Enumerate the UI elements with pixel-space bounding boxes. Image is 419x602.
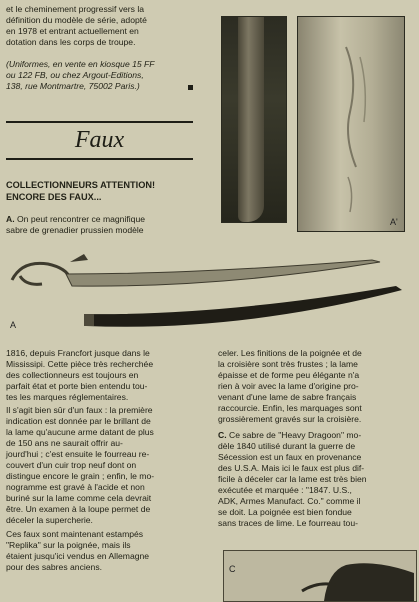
intro-line: dotation dans les corps de troupe. <box>6 37 136 47</box>
subscription-line: (Uniformes, en vente en kiosque 15 FF <box>6 59 155 69</box>
body-line <box>218 430 414 441</box>
body-line: sans traces de lime. Le fourreau tou- <box>218 518 358 528</box>
section-title: Faux <box>74 127 125 153</box>
body-line: épaisse et de forme peu élégante n'a <box>218 370 360 380</box>
figure-label-c: C <box>229 564 236 574</box>
prussian-sabre-image <box>0 240 419 340</box>
para-c-text: Ce sabre de "Heavy Dragoon" mo- <box>228 430 362 440</box>
body-line: jourd'hui ; c'est ensuite le fourreau re- <box>6 449 150 459</box>
body-line: 1816, depuis Francfort jusque dans le <box>6 348 150 358</box>
body-line: "Replika" sur la poignée, mais ils <box>6 540 131 550</box>
body-line: Mississipi. Cette pièce très recherchée <box>6 359 154 369</box>
intro-line: en 1978 et entrant actuellement en <box>6 26 139 36</box>
body-line: des U.S.A. Mais ici le faux est plus dif- <box>218 463 365 473</box>
figure-label-a-prime: A' <box>390 217 398 227</box>
body-line: tes les marques réglementaires. <box>6 392 129 402</box>
para-a-line <box>6 214 196 225</box>
body-line: étaient jusqu'ici vendus en Allemagne <box>6 551 150 561</box>
photo-sabre-c <box>223 550 417 602</box>
para-a-text: On peut rencontrer ce magnifique <box>16 214 146 224</box>
intro-line: définition du modèle de série, adopté <box>6 15 147 25</box>
body-line: Ces faux sont maintenant estampés <box>6 529 144 539</box>
para-c-lead: C. <box>218 430 227 440</box>
photo-blade-closeup <box>221 16 287 223</box>
body-line: parfait état et porte bien entendu tou- <box>6 381 148 391</box>
subscription-line: 138, rue Montmartre, 75002 Paris.) <box>6 81 140 91</box>
headline-line: COLLECTIONNEURS ATTENTION! <box>6 180 156 190</box>
body-line: rien à voir avec la lame d'origine pro- <box>218 381 359 391</box>
sabre-figure-a <box>0 240 419 340</box>
body-line: celer. Les finitions de la poignée et de <box>218 348 362 358</box>
dragoon-sabre-hilt-image <box>224 551 416 601</box>
body-line: ficile à déceler car la lame est très bien <box>218 474 367 484</box>
body-line: dèle 1840 utilisé durant la guerre de <box>218 441 356 451</box>
body-line: pour des sabres anciens. <box>6 562 103 572</box>
body-line: déceler la supercherie. <box>6 515 93 525</box>
section-rule-top <box>6 121 193 123</box>
body-line: couvert d'un cuir trop neuf dont on <box>6 460 137 470</box>
headline-line: ENCORE DES FAUX... <box>6 192 102 202</box>
body-line: la croisière sont très frustes ; la lame <box>218 359 358 369</box>
photo-monogram-closeup <box>297 16 405 232</box>
body-line: raccourcie. Enfin, les marquages sont <box>218 403 362 413</box>
section-rule-bottom <box>6 158 193 160</box>
body-line: buriné sur la lame comme cela devrait <box>6 493 152 503</box>
body-line: des collectionneurs est toujours en <box>6 370 139 380</box>
body-line: se doit. La poignée est bien fondue <box>218 507 352 517</box>
end-of-article-square-icon <box>188 85 193 90</box>
intro-line: et le cheminement progressif vers la <box>6 4 145 14</box>
body-line: grossièrement gravés sur la croisière. <box>218 414 362 424</box>
body-line: Il s'agit bien sûr d'un faux : la première <box>6 405 153 415</box>
para-a-line: sabre de grenadier prussien modèle <box>6 225 144 235</box>
subscription-line: ou 122 FB, ou chez Argout-Editions, <box>6 70 144 80</box>
body-line: la lame qu'aucune arme datant de plus <box>6 427 154 437</box>
monogram-engraving-image <box>298 17 404 231</box>
body-line: nogramme est gravé à l'acide et non <box>6 482 145 492</box>
body-line: indication est donnée par le brillant de <box>6 416 151 426</box>
figure-label-a: A <box>10 320 17 330</box>
body-line: de 150 ans ne saurait offrir au- <box>6 438 123 448</box>
body-line: ADK, Armes Manufact. Co." comme il <box>218 496 361 506</box>
body-line: distingue encore le grain ; enfin, le mo- <box>6 471 155 481</box>
body-line: être. Un examen à la loupe permet de <box>6 504 151 514</box>
body-line: exécutée et marquée : "1847. U.S., <box>218 485 352 495</box>
body-line: Sécession est un faux en provenance <box>218 452 362 462</box>
para-a-lead: A. <box>6 214 15 224</box>
body-line: venant d'une lame de sabre français <box>218 392 357 402</box>
